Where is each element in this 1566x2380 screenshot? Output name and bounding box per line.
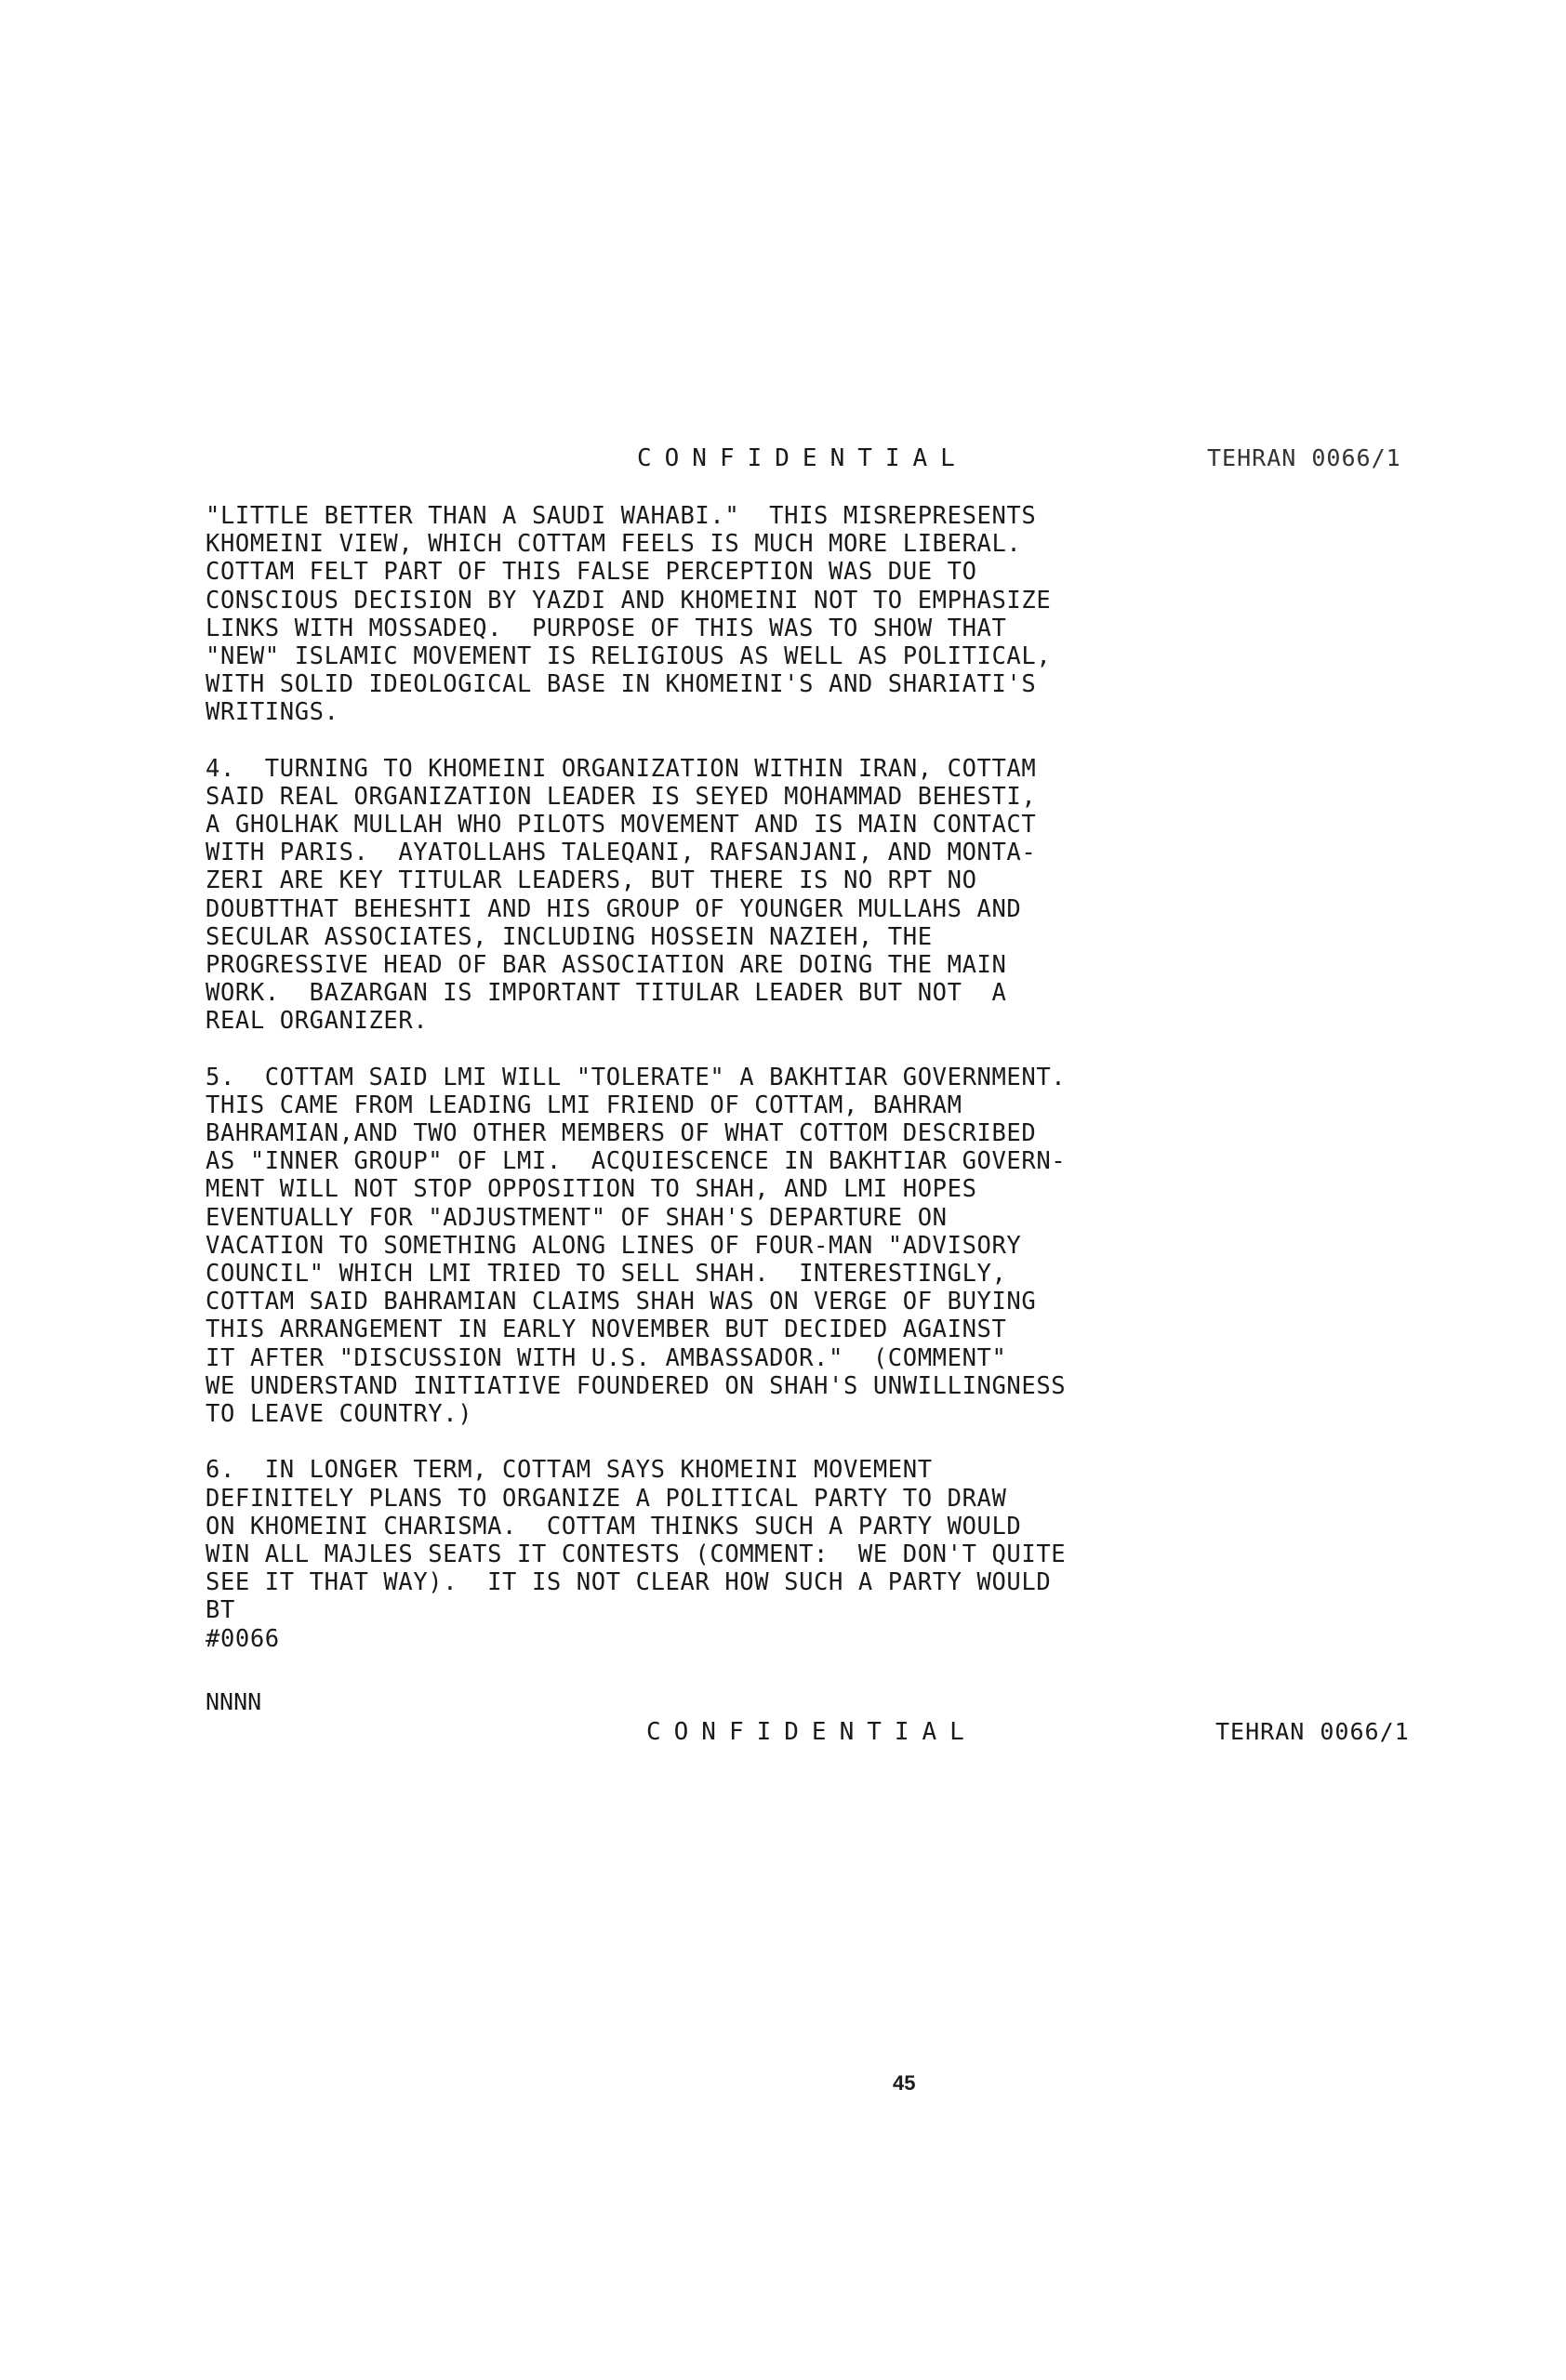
text-line: WRITINGS. bbox=[206, 698, 339, 727]
text-line: THIS ARRANGEMENT IN EARLY NOVEMBER BUT DECIDED AGAINST bbox=[206, 1316, 1007, 1344]
text-line: SECULAR ASSOCIATES, INCLUDING HOSSEIN NAZIEH, THE bbox=[206, 922, 933, 951]
text-line: SEE IT THAT WAY). IT IS NOT CLEAR HOW SUCH A PARTY WOULD bbox=[206, 1568, 1052, 1597]
text-line: DOUBTTHAT BEHESHTI AND HIS GROUP OF YOUNGER MULLAHS AND bbox=[206, 894, 1022, 923]
footer-message-reference: TEHRAN 0066/1 bbox=[1215, 1718, 1410, 1745]
paragraph-6 bbox=[206, 1456, 1247, 1652]
paragraph-5 bbox=[206, 1064, 1247, 1429]
text-line: WORK. BAZARGAN IS IMPORTANT TITULAR LEADER BUT NOT A bbox=[206, 979, 1007, 1008]
text-line: WIN ALL MAJLES SEATS IT CONTESTS (COMMENT: WE DON'T QUITE bbox=[206, 1540, 1067, 1568]
text-line: SAID REAL ORGANIZATION LEADER IS SEYED MOHAMMAD BEHESTI, bbox=[206, 782, 1037, 811]
text-line: 5. COTTAM SAID LMI WILL "TOLERATE" A BAKHTIAR GOVERNMENT. bbox=[206, 1063, 1067, 1091]
text-line: AS "INNER GROUP" OF LMI. ACQUIESCENCE IN BAKHTIAR GOVERN- bbox=[206, 1147, 1067, 1176]
text-line: KHOMEINI VIEW, WHICH COTTAM FEELS IS MUCH MORE LIBERAL. bbox=[206, 530, 1022, 559]
text-line: PROGRESSIVE HEAD OF BAR ASSOCIATION ARE DOING THE MAIN bbox=[206, 951, 1007, 980]
paragraph-4 bbox=[206, 755, 1247, 1036]
cable-body bbox=[206, 502, 1247, 1681]
text-line: WE UNDERSTAND INITIATIVE FOUNDERED ON SHAH'S UNWILLINGNESS bbox=[206, 1371, 1067, 1400]
text-line: 4. TURNING TO KHOMEINI ORGANIZATION WITHIN IRAN, COTTAM bbox=[206, 754, 1037, 783]
text-line: COTTAM FELT PART OF THIS FALSE PERCEPTION WAS DUE TO bbox=[206, 558, 977, 587]
text-line: ZERI ARE KEY TITULAR LEADERS, BUT THERE IS NO RPT NO bbox=[206, 866, 977, 895]
header-message-reference: TEHRAN 0066/1 bbox=[1207, 444, 1401, 471]
text-line: BT bbox=[206, 1596, 235, 1625]
text-line: REAL ORGANIZER. bbox=[206, 1007, 429, 1036]
text-line: LINKS WITH MOSSADEQ. PURPOSE OF THIS WAS TO SHOW THAT bbox=[206, 614, 1007, 642]
header-classification: CONFIDENTIAL bbox=[637, 444, 968, 472]
text-line: "NEW" ISLAMIC MOVEMENT IS RELIGIOUS AS WELL AS POLITICAL, bbox=[206, 642, 1052, 671]
page-number: 45 bbox=[893, 2071, 916, 2095]
text-line: BAHRAMIAN,AND TWO OTHER MEMBERS OF WHAT COTTOM DESCRIBED bbox=[206, 1119, 1037, 1148]
text-line: COUNCIL" WHICH LMI TRIED TO SELL SHAH. INTERESTINGLY, bbox=[206, 1260, 1007, 1289]
text-line: WITH PARIS. AYATOLLAHS TALEQANI, RAFSANJANI, AND MONTA- bbox=[206, 839, 1037, 867]
text-line: EVENTUALLY FOR "ADJUSTMENT" OF SHAH'S DEPARTURE ON bbox=[206, 1203, 948, 1232]
text-line: "LITTLE BETTER THAN A SAUDI WAHABI." THIS MISREPRESENTS bbox=[206, 502, 1037, 530]
text-line: TO LEAVE COUNTRY.) bbox=[206, 1400, 473, 1429]
text-line: IT AFTER "DISCUSSION WITH U.S. AMBASSADOR." (COMMENT" bbox=[206, 1343, 1007, 1372]
text-line: WITH SOLID IDEOLOGICAL BASE IN KHOMEINI'S AND SHARIATI'S bbox=[206, 670, 1037, 699]
text-line: DEFINITELY PLANS TO ORGANIZE A POLITICAL PARTY TO DRAW bbox=[206, 1484, 1007, 1513]
text-line: #0066 bbox=[206, 1624, 280, 1653]
footer-classification: CONFIDENTIAL bbox=[646, 1718, 977, 1746]
text-line: ON KHOMEINI CHARISMA. COTTAM THINKS SUCH A PARTY WOULD bbox=[206, 1512, 1022, 1540]
text-line: 6. IN LONGER TERM, COTTAM SAYS KHOMEINI MOVEMENT bbox=[206, 1456, 933, 1485]
end-of-message-marker: NNNN bbox=[206, 1688, 262, 1715]
text-line: MENT WILL NOT STOP OPPOSITION TO SHAH, AND LMI HOPES bbox=[206, 1175, 977, 1204]
text-line: THIS CAME FROM LEADING LMI FRIEND OF COTTAM, BAHRAM bbox=[206, 1091, 962, 1119]
text-line: COTTAM SAID BAHRAMIAN CLAIMS SHAH WAS ON VERGE OF BUYING bbox=[206, 1288, 1037, 1316]
text-line: A GHOLHAK MULLAH WHO PILOTS MOVEMENT AND IS MAIN CONTACT bbox=[206, 811, 1037, 840]
text-line: CONSCIOUS DECISION BY YAZDI AND KHOMEINI NOT TO EMPHASIZE bbox=[206, 586, 1052, 615]
text-line: VACATION TO SOMETHING ALONG LINES OF FOUR-MAN "ADVISORY bbox=[206, 1231, 1022, 1260]
paragraph-continuation bbox=[206, 502, 1247, 727]
